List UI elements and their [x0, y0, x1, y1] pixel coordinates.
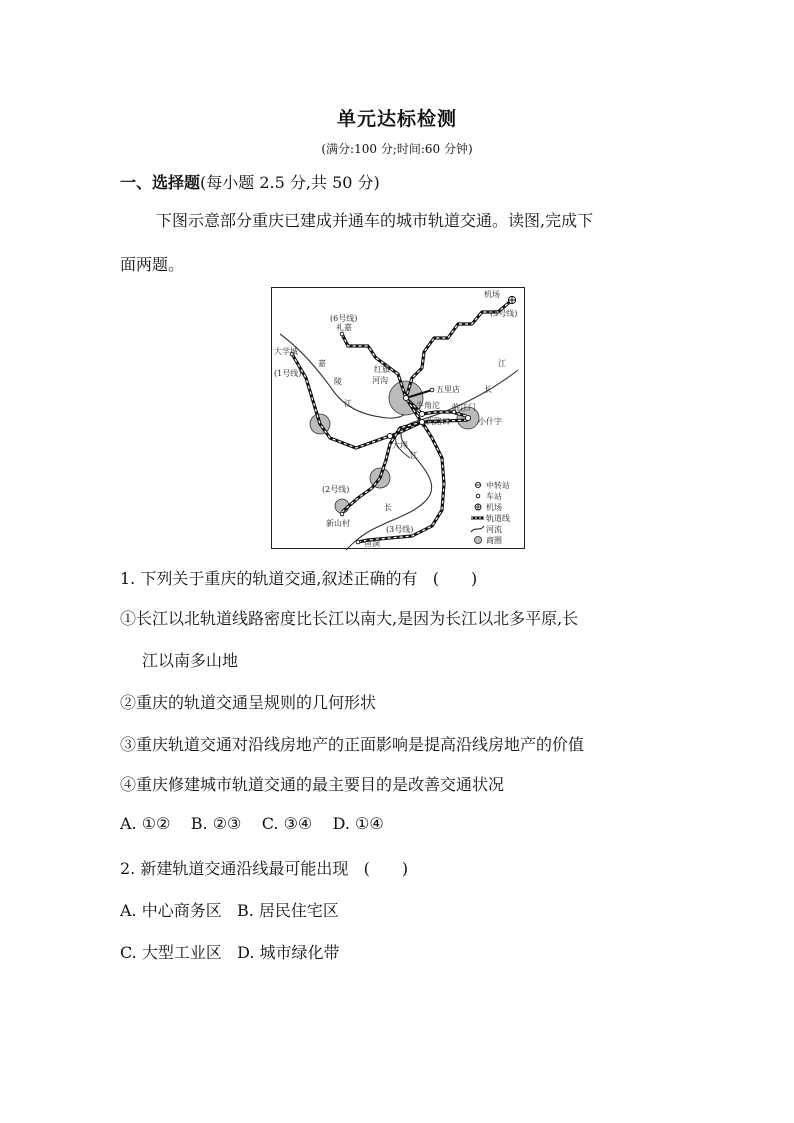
label-daping: 大坪: [392, 441, 408, 450]
label-chang-bottom: 长: [384, 503, 392, 512]
label-chang-right: 长: [484, 385, 492, 394]
q1-choice-d: D. ①④: [332, 814, 384, 833]
legend-rail-label: 轨道线: [486, 514, 510, 523]
q2-stem: 2. 新建轨道交通沿线最可能出现: [120, 859, 349, 878]
q1-option-2: ②重庆的轨道交通呈规则的几何形状: [120, 693, 377, 712]
rail-map-svg: [272, 288, 526, 550]
section-number: 一、: [120, 173, 153, 192]
label-niujiaotuo: 牛角沱: [416, 401, 440, 410]
section-note: (每小题 2.5 分,共 50 分): [200, 173, 380, 192]
legend-airport-label: 机场: [486, 503, 502, 512]
section-heading: [120, 170, 380, 193]
legend-station-label: 车站: [486, 492, 502, 501]
label-hegou: 河沟: [372, 376, 388, 385]
station-transfer-lianglukou: [419, 419, 424, 424]
label-line3-top: (3号线): [490, 309, 518, 318]
label-airport: 机场: [484, 290, 500, 299]
page-subtitle: (满分:100 分;时间:60 分钟): [321, 142, 473, 156]
station-wulidian: [430, 388, 434, 392]
q2-choice-d: D. 城市绿化带: [237, 943, 340, 962]
station-transfer-niujiaotuo: [419, 411, 424, 416]
q1-choice-a: A. ①②: [120, 814, 171, 833]
label-line6: (6号线): [330, 314, 358, 323]
q1-choices: [120, 814, 384, 833]
q1-stem: 1. 下列关于重庆的轨道交通,叙述正确的有: [120, 569, 418, 588]
station-transfer-xiaoshizi: [465, 415, 470, 420]
label-jiang-mid: 江: [410, 451, 418, 460]
section-name: 选择题: [152, 173, 201, 192]
label-jiang-jl: 江: [344, 399, 352, 408]
legend-transfer-label: 中转站: [486, 481, 510, 490]
q1-option-3: ③重庆轨道交通对沿线房地产的正面影响是提高沿线房地产的价值: [120, 735, 585, 754]
label-daxuecheng: 大学城: [274, 347, 298, 356]
station-lijia: [340, 332, 344, 336]
q2-choices-row-2: [120, 940, 340, 963]
label-yudong: 鱼洞: [364, 539, 380, 548]
map-legend: [471, 480, 510, 545]
label-line2: (2号线): [322, 485, 350, 494]
q1-choice-b: B. ②③: [190, 814, 242, 833]
q1-option-1a: ①长江以北轨道线路密度比长江以南大,是因为长江以北多平原,长: [120, 609, 579, 628]
label-linjiangmen: 临江门: [452, 403, 476, 412]
intro-line-2: 面两题。: [120, 255, 185, 274]
station-transfer-daping: [387, 433, 392, 438]
label-lijia: 礼嘉: [336, 323, 352, 332]
label-ling: 陵: [334, 377, 342, 386]
q1-option-4: ④重庆修建城市轨道交通的最主要目的是改善交通状况: [120, 775, 505, 794]
intro-line-1: 下图示意部分重庆已建成并通车的城市轨道交通。读图,完成下: [156, 211, 594, 230]
legend-station-icon: [476, 494, 480, 498]
label-jia: 嘉: [318, 359, 326, 368]
q2-blank: ( ): [363, 859, 409, 878]
label-wulidian: 五里店: [436, 385, 460, 394]
legend-circle-icon: [474, 536, 481, 543]
legend-river-icon: [471, 526, 484, 532]
label-xinshancun: 新山村: [326, 519, 350, 528]
legend-river-label: 河流: [486, 525, 502, 534]
rail-line-2: [342, 422, 422, 512]
rail-map: [271, 287, 525, 549]
q2-choice-a: A. 中心商务区: [120, 901, 222, 920]
station-transfer-hongqi: [403, 395, 408, 400]
page-title: 单元达标检测: [336, 108, 457, 130]
label-line3-bottom: (3号线): [386, 525, 414, 534]
q1-blank: ( ): [432, 569, 478, 588]
legend-circle-label: 商圈: [486, 536, 502, 545]
station-yudong: [356, 540, 360, 544]
q1-stem-line: [120, 566, 477, 589]
station-xinshancun: [340, 512, 344, 516]
q2-choice-b: B. 居民住宅区: [237, 901, 339, 920]
q1-choice-c: C. ③④: [261, 814, 313, 833]
label-jiang-right: 江: [498, 359, 506, 368]
label-line1: (1号线): [274, 369, 302, 378]
q1-option-1b: 江以南多山地: [142, 651, 239, 670]
label-xiaoshizi: 小什字: [478, 417, 502, 426]
airport-icon: [508, 296, 515, 303]
q2-choices-row-1: [120, 898, 339, 921]
label-lianglukou: 两路口: [426, 417, 450, 426]
label-hongqi: 红旗: [374, 365, 390, 374]
q2-choice-c: C. 大型工业区: [120, 943, 222, 962]
q2-stem-line: [120, 856, 408, 879]
